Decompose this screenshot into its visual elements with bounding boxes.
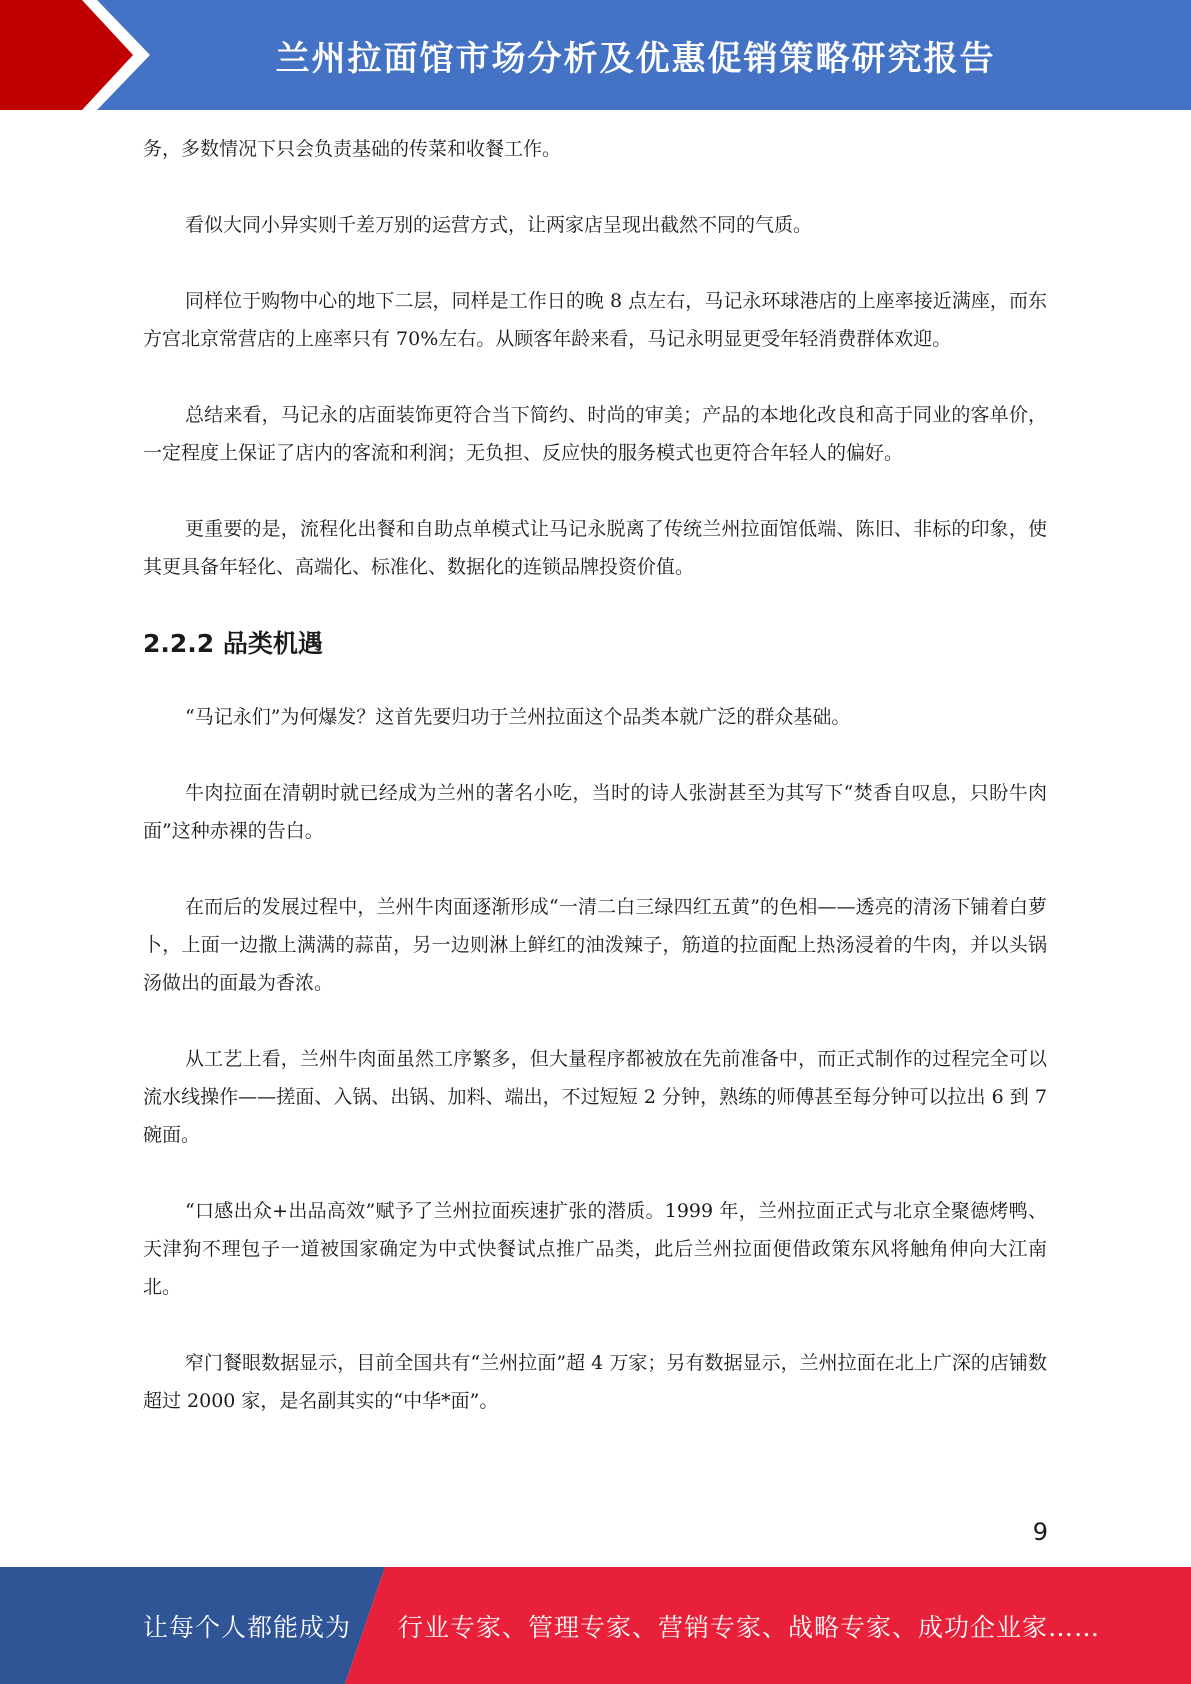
section-heading: 2.2.2 品类机遇 (143, 629, 323, 658)
page-number: 9 (1032, 1518, 1048, 1546)
paragraph: 总结来看，马记永的店面装饰更符合当下简约、时尚的审美；产品的本地化改良和高于同业的客单价，一定程度上保证了店内的客流和利润；无负担、反应快的服务模式也更符合年轻人的偏好。 (143, 404, 1047, 464)
paragraph: 同样位于购物中心的地下二层，同样是工作日的晚 8 点左右，马记永环球港店的上座率接近满座，而东方宫北京常营店的上座率只有 70%左右。从顾客年龄来看，马记永明显更受年轻消费群体欢迎。 (143, 290, 1047, 350)
paragraph: 看似大同小异实则千差万别的运营方式，让两家店呈现出截然不同的气质。 (185, 214, 813, 236)
paragraph: 在而后的发展过程中，兰州牛肉面逐渐形成“一清二白三绿四红五黄”的色相——透亮的清汤下铺着白萝卜，上面一边撒上满满的蒜苗，另一边则淋上鲜红的油泼辣子，筋道的拉面配上热汤浸着的牛肉，并以头锅汤做出的面最为香浓。 (143, 896, 1047, 994)
paragraph: 牛肉拉面在清朝时就已经成为兰州的著名小吃，当时的诗人张澍甚至为其写下“焚香自叹息，只盼牛肉面”这种赤裸的告白。 (143, 782, 1047, 842)
paragraph: 务，多数情况下只会负责基础的传菜和收餐工作。 (143, 138, 562, 160)
paragraph: “马记永们”为何爆发？这首先要归功于兰州拉面这个品类本就广泛的群众基础。 (185, 706, 851, 728)
footer-slogan-right: 行业专家、管理专家、营销专家、战略专家、成功企业家…… (398, 1612, 1101, 1642)
paragraph: “口感出众+出品高效”赋予了兰州拉面疾速扩张的潜质。1999 年，兰州拉面正式与北京全聚德烤鸭、天津狗不理包子一道被国家确定为中式快餐试点推广品类，此后兰州拉面便借政策东风将触角伸向大江南北。 (143, 1200, 1047, 1298)
page-header (0, 0, 1191, 110)
document-body (143, 130, 1047, 1458)
page-footer (0, 1567, 1191, 1684)
report-title: 兰州拉面馆市场分析及优惠促销策略研究报告 (275, 38, 996, 79)
paragraph: 更重要的是，流程化出餐和自助点单模式让马记永脱离了传统兰州拉面馆低端、陈旧、非标的印象，使其更具备年轻化、高端化、标准化、数据化的连锁品牌投资价值。 (143, 518, 1047, 578)
paragraph: 从工艺上看，兰州牛肉面虽然工序繁多，但大量程序都被放在先前准备中，而正式制作的过程完全可以流水线操作——搓面、入锅、出锅、加料、端出，不过短短 2 分钟，熟练的师傅甚至每分钟可以拉出 6 到 7 碗面。 (143, 1048, 1047, 1146)
red-chevron-icon (0, 0, 160, 110)
footer-slogan-left: 让每个人都能成为 (143, 1612, 352, 1642)
paragraph: 窄门餐眼数据显示，目前全国共有“兰州拉面”超 4 万家；另有数据显示，兰州拉面在北上广深的店铺数超过 2000 家，是名副其实的“中华*面”。 (143, 1352, 1047, 1412)
